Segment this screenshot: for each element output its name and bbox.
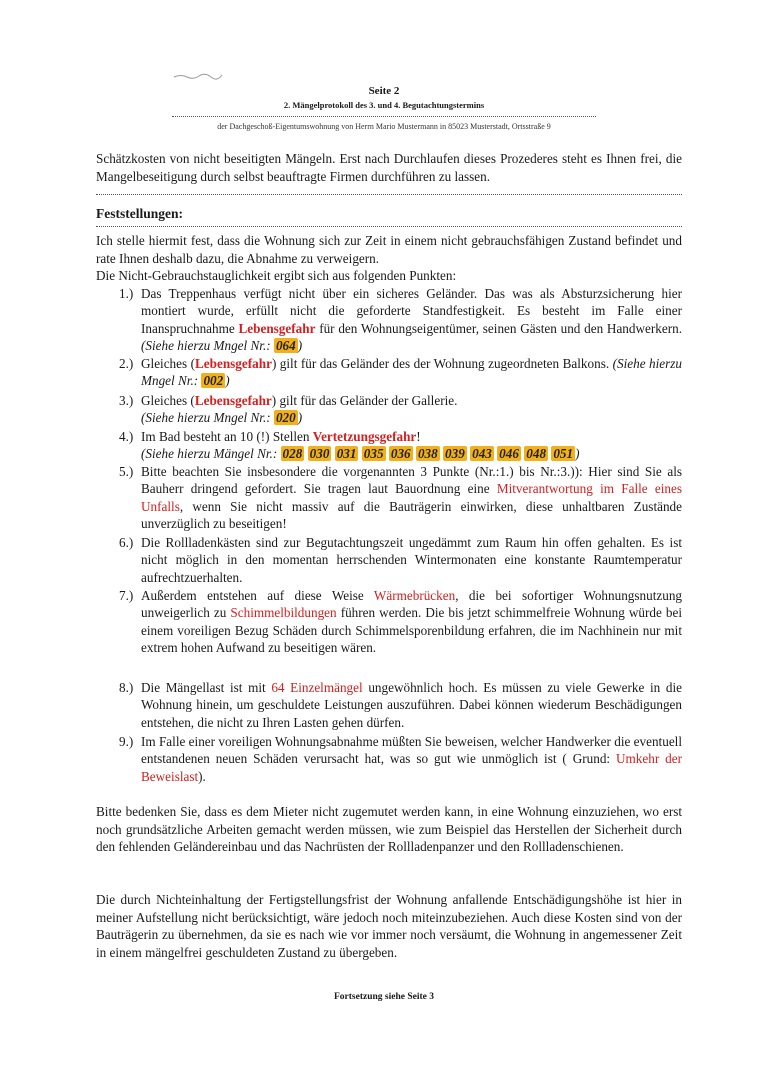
item-text: ungewöhnlich hoch. Es müssen zu viele Gewerke in die Wohnung hinein, um geschuldete Leistungen auszuführen. Dabei können wiederum Beschädigungen entstehen, die nicht zu Ihren Lasten gehen dürfen. — [141, 680, 682, 730]
defect-code: 038 — [417, 446, 438, 462]
defect-reference: (Siehe hierzu Mngel Nr.: — [141, 356, 682, 389]
list-item-body — [141, 285, 682, 355]
defect-code: 020 — [275, 410, 296, 426]
item-text: ) gilt für das Geländer des der Wohnung zugeordneten Balkons. — [271, 356, 613, 371]
list-item-5 — [119, 463, 682, 533]
list-item-4 — [119, 428, 682, 463]
item-text: ) gilt für das Geländer der Gallerie. — [271, 393, 458, 408]
warning-highlight: Umkehr der Beweislast — [141, 751, 682, 784]
list-item-number: 6.) — [119, 535, 134, 550]
warning-highlight: Schimmelbildungen — [230, 605, 337, 621]
danger-highlight: Lebensgefahr — [194, 393, 272, 408]
list-item-number: 4.) — [119, 429, 134, 444]
closing-paragraph-2: Die durch Nichteinhaltung der Fertigstellungsfrist der Wohnung anfallende Entschädigungshöhe ist hier in meiner Aufstellung nicht berücksichtigt, wäre jedoch noch miteinzubeziehen. Auch diese Kosten sind von der Bauträgerin zu übernehmen, da sie es nach wie vor immer noch versäumt, die Wohnung in angemessener Zeit in einem mängelfrei geschuldeten Zustand zu übergeben. — [96, 892, 682, 960]
list-item-6 — [119, 534, 682, 586]
item-text: Gleiches ( — [141, 356, 195, 371]
list-item-8 — [119, 679, 682, 731]
item-text: für den Wohnungseigentümer, seinen Gästen und den Handwerkern. — [315, 320, 682, 336]
list-item-number: 1.) — [119, 286, 134, 301]
list-item-number: 7.) — [119, 588, 134, 603]
defect-code: 051 — [553, 446, 574, 462]
property-owner-line: der Dachgeschoß-Eigentumswohnung von Herrn Mario Mustermann in 85023 Musterstadt, Ortsstraße 9 — [217, 122, 551, 131]
defect-reference-close: ) — [297, 410, 303, 426]
list-item-body — [141, 355, 682, 390]
item-text: Im Bad besteht an 10 (!) Stellen — [141, 429, 313, 444]
list-item-number: 5.) — [119, 464, 134, 479]
defect-code: 048 — [526, 446, 547, 462]
item-text: Das Treppenhaus verfügt nicht über ein sicheres Geländer. Das was als Absturzsicherung hier montiert wurde, erfüllt nicht die geforderte Standfestigkeit. Es besteht im Falle einer Inanspruchnahme — [141, 286, 682, 336]
item-text: Die Mängellast ist mit — [141, 680, 272, 695]
defect-code: 028 — [282, 446, 303, 462]
item-text: , die bei sofortiger Wohnungsnutzung unweigerlich zu — [141, 588, 683, 621]
defect-code: 036 — [390, 446, 411, 462]
divider-top — [96, 194, 682, 195]
item-text: Im Falle einer voreiligen Wohnungsabnahme müßten Sie beweisen, welcher Handwerker die eventuell entstandenen neuen Schäden verursacht hat, was so gut wie unmöglich ist ( Grund: — [141, 734, 682, 767]
warning-highlight: Mitverantwortung im Falle eines Unfalls — [141, 481, 683, 514]
page-number-heading: Seite 2 — [368, 85, 400, 97]
item-text: Gleiches ( — [141, 393, 195, 408]
list-item-body — [141, 679, 682, 731]
defect-code: 031 — [336, 446, 357, 462]
list-item-3 — [119, 392, 682, 427]
defect-reference: (Siehe hierzu Mängel Nr.: — [141, 446, 281, 462]
danger-highlight: Lebensgefahr — [238, 320, 316, 336]
continuation-note: Fortsetzung siehe Seite 3 — [334, 992, 434, 1002]
defect-reference-close: ) — [575, 446, 580, 462]
defect-reference: (Siehe hierzu Mngel Nr.: — [141, 338, 274, 354]
pen-scribble-mark — [173, 72, 223, 80]
defect-code: 043 — [472, 446, 492, 462]
protocol-subtitle: 2. Mängelprotokoll des 3. und 4. Begutachtungstermins — [283, 100, 485, 110]
intro-paragraph: Schätzkosten von nicht beseitigten Mängeln. Erst nach Durchlaufen dieses Prozederes steht es Ihnen frei, die Mangelbeseitigung durch selbst beauftragte Firmen durchführen zu lassen. — [96, 151, 682, 184]
list-intro: Die Nicht-Gebrauchstauglichkeit ergibt sich aus folgenden Punkten: — [96, 268, 457, 283]
section-heading: Feststellungen: — [96, 206, 183, 221]
list-item-1 — [119, 285, 682, 355]
defect-reference-close: ) — [297, 338, 303, 354]
list-item-number: 9.) — [119, 734, 134, 749]
item-text: ). — [198, 768, 206, 784]
closing-paragraph-1: Bitte bedenken Sie, dass es dem Mieter nicht zugemutet werden kann, in eine Wohnung einzuziehen, wo erst noch grundsätzliche Arbeiten gemacht werden müssen, wie zum Beispiel das Herstellen der Sicherheit durch den fehlenden Geländereinbau und das Nachrüsten der Rollladenpanzer und den Rollladenschienen. — [96, 804, 682, 855]
danger-highlight: Vertetzungsgefahr — [312, 429, 417, 444]
warning-highlight: Wärmebrücken — [373, 588, 456, 603]
warning-highlight: 64 Einzelmängel — [271, 680, 363, 695]
list-item-body — [141, 463, 682, 533]
item-text: , wenn Sie nicht massiv auf die Bauträgerin einwirken, diese unhaltbaren Zustände unverzüglich zu beseitigen! — [141, 498, 682, 532]
header-divider — [172, 116, 596, 117]
defect-code: 064 — [275, 338, 296, 354]
defect-code: 030 — [309, 446, 330, 462]
defect-code: 046 — [499, 446, 519, 462]
list-item-body: Die Rollladenkästen sind zur Begutachtungszeit ungedämmt zum Raum hin offen gehalten. Es ist nicht möglich in den momentan herrschenden Wintermonaten eine konstante Raumtemperatur aufrechtzuerhalten. — [141, 535, 682, 585]
item-text: Außerdem entstehen auf diese Weise — [141, 588, 374, 603]
item-text: ! — [416, 429, 421, 444]
list-item-body — [141, 392, 682, 427]
divider-heading — [96, 226, 682, 227]
defect-code: 002 — [203, 373, 224, 389]
list-item-number: 2.) — [119, 356, 134, 371]
list-item-body — [141, 587, 682, 657]
item-text: Bitte beachten Sie insbesondere die vorgenannten 3 Punkte (Nr.:1.) bis Nr.:3.)): Hier sind Sie als Bauherr dringend gefordert. Sie tragen laut Bauordnung eine — [141, 464, 682, 497]
defect-reference: (Siehe hierzu Mngel Nr.: — [141, 410, 274, 426]
defect-code: 035 — [363, 446, 384, 462]
danger-highlight: Lebensgefahr — [195, 356, 272, 371]
item-text: führen werden. Die bis jetzt schimmelfreie Wohnung würde bei einem voreiligen Bezug Schäden durch Schimmelsporenbildung erfahren, die im Nachhinein nur mit extrem hohen Aufwand zu beseitigen wären. — [141, 605, 682, 656]
defect-reference-close: ) — [225, 373, 230, 389]
list-item-body — [141, 733, 682, 785]
list-item-9 — [119, 733, 682, 785]
list-item-number: 8.) — [119, 680, 134, 695]
statement-paragraph: Ich stelle hiermit fest, dass die Wohnung sich zur Zeit in einem nicht gebrauchsfähigen Zustand befindet und rate Ihnen deshalb dazu, die Abnahme zu verweigern. — [96, 233, 682, 266]
list-item-number: 3.) — [119, 393, 134, 408]
list-item-7 — [119, 587, 682, 657]
defect-code: 039 — [445, 446, 465, 462]
list-item-2 — [119, 355, 682, 390]
list-item-body — [141, 428, 682, 463]
